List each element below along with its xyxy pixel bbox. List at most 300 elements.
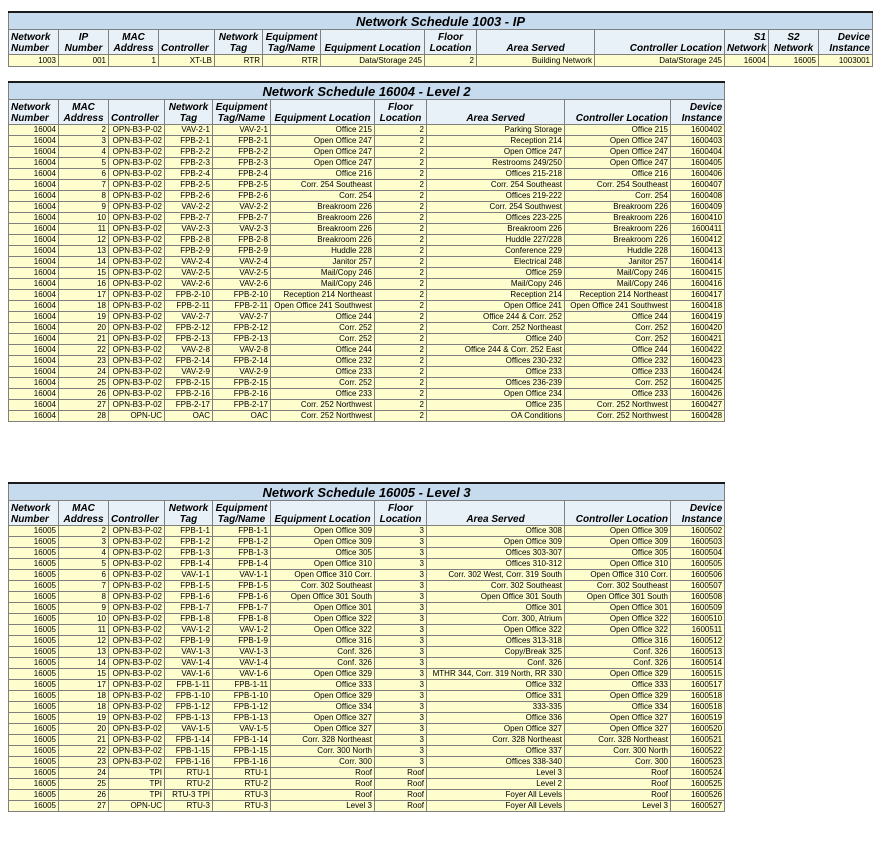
cell-floor-location: 2 xyxy=(375,400,427,411)
cell-floor-location: 3 xyxy=(375,713,427,724)
cell-equipment-tag-name: FPB-1-6 xyxy=(213,592,271,603)
cell-controller: OPN-B3-P-02 xyxy=(109,581,165,592)
cell-network-tag: VAV-1-5 xyxy=(165,724,213,735)
table-row xyxy=(9,559,725,570)
cell-controller-location: Open Office 310 Corr. xyxy=(565,570,671,581)
cell-equipment-location: Reception 214 Northeast xyxy=(271,290,375,301)
column-header-network-number: Network Number xyxy=(9,501,59,526)
cell-device-instance: 1600524 xyxy=(671,768,725,779)
cell-device-instance: 1600426 xyxy=(671,389,725,400)
cell-mac-address: 10 xyxy=(59,213,109,224)
cell-equipment-tag-name: FPB-2-16 xyxy=(213,389,271,400)
table-row xyxy=(9,301,725,312)
cell-floor-location: 3 xyxy=(375,658,427,669)
cell-equipment-tag-name: FPB-1-16 xyxy=(213,757,271,768)
table-row xyxy=(9,735,725,746)
cell-equipment-location: Open Office 327 xyxy=(271,713,375,724)
table-row xyxy=(9,746,725,757)
cell-network-number: 16004 xyxy=(9,202,59,213)
cell-device-instance: 1600504 xyxy=(671,548,725,559)
cell-network-tag: FPB-1-13 xyxy=(165,713,213,724)
cell-mac-address: 23 xyxy=(59,356,109,367)
cell-controller-location: Open Office 322 xyxy=(565,614,671,625)
cell-network-tag: VAV-2-1 xyxy=(165,125,213,136)
cell-equipment-tag-name: FPB-1-9 xyxy=(213,636,271,647)
cell-device-instance: 1600523 xyxy=(671,757,725,768)
cell-controller-location: Open Office 301 South xyxy=(565,592,671,603)
cell-network-tag: FPB-2-4 xyxy=(165,169,213,180)
cell-equipment-tag-name: VAV-2-2 xyxy=(213,202,271,213)
cell-device-instance: 1600415 xyxy=(671,268,725,279)
cell-controller-location: Open Office 327 xyxy=(565,713,671,724)
cell-controller-location: Corr. 254 Southeast xyxy=(565,180,671,191)
cell-network-number: 16004 xyxy=(9,213,59,224)
column-header-network-tag: Network Tag xyxy=(215,30,263,55)
cell-area-served: Corr. 252 Northeast xyxy=(427,323,565,334)
cell-mac-address: 1 xyxy=(109,55,159,67)
cell-mac-address: 14 xyxy=(59,257,109,268)
cell-controller: OPN-B3-P-02 xyxy=(109,669,165,680)
column-header-network-tag: Network Tag xyxy=(165,501,213,526)
table-row xyxy=(9,290,725,301)
cell-controller-location: Corr. 252 xyxy=(565,378,671,389)
table-row xyxy=(9,224,725,235)
cell-controller-location: Office 216 xyxy=(565,169,671,180)
cell-network-tag: RTR xyxy=(215,55,263,67)
cell-network-number: 16005 xyxy=(9,658,59,669)
cell-area-served: Office 240 xyxy=(427,334,565,345)
cell-device-instance: 1600421 xyxy=(671,334,725,345)
cell-equipment-tag-name: FPB-1-14 xyxy=(213,735,271,746)
cell-network-number: 16005 xyxy=(9,625,59,636)
cell-network-number: 16005 xyxy=(9,779,59,790)
cell-device-instance: 1600522 xyxy=(671,746,725,757)
cell-device-instance: 1600403 xyxy=(671,136,725,147)
cell-network-tag: VAV-1-3 xyxy=(165,647,213,658)
cell-floor-location: 3 xyxy=(375,636,427,647)
cell-equipment-location: Corr. 252 Northwest xyxy=(271,411,375,422)
cell-equipment-tag-name: OAC xyxy=(213,411,271,422)
cell-controller-location: Office 232 xyxy=(565,356,671,367)
table-row xyxy=(9,158,725,169)
cell-network-number: 16004 xyxy=(9,400,59,411)
cell-network-tag: FPB-1-15 xyxy=(165,746,213,757)
cell-device-instance: 1600513 xyxy=(671,647,725,658)
cell-area-served: Corr. 300, Atrium xyxy=(427,614,565,625)
cell-mac-address: 18 xyxy=(59,301,109,312)
table-row xyxy=(9,356,725,367)
cell-area-served: Offices 223-225 xyxy=(427,213,565,224)
cell-equipment-tag-name: VAV-1-2 xyxy=(213,625,271,636)
cell-network-tag: FPB-2-8 xyxy=(165,235,213,246)
cell-floor-location: 3 xyxy=(375,735,427,746)
cell-controller: TPI xyxy=(109,790,165,801)
cell-equipment-location: Open Office 247 xyxy=(271,136,375,147)
cell-network-tag: FPB-1-8 xyxy=(165,614,213,625)
column-header-mac-address: MAC Address xyxy=(59,100,109,125)
cell-network-tag: FPB-1-9 xyxy=(165,636,213,647)
schedule-body xyxy=(9,125,725,422)
table-row xyxy=(9,345,725,356)
table-row xyxy=(9,268,725,279)
cell-controller: OPN-B3-P-02 xyxy=(109,603,165,614)
cell-area-served: Office 244 & Corr. 252 East xyxy=(427,345,565,356)
cell-mac-address: 14 xyxy=(59,658,109,669)
table-row xyxy=(9,202,725,213)
table-row xyxy=(9,570,725,581)
cell-controller: OPN-B3-P-02 xyxy=(109,625,165,636)
cell-floor-location: Roof xyxy=(375,779,427,790)
cell-equipment-location: Corr. 254 Southeast xyxy=(271,180,375,191)
cell-network-number: 16004 xyxy=(9,224,59,235)
table-row xyxy=(9,702,725,713)
cell-controller-location: Corr. 300 North xyxy=(565,746,671,757)
cell-controller: OPN-B3-P-02 xyxy=(109,570,165,581)
cell-equipment-location: Huddle 228 xyxy=(271,246,375,257)
column-header-floor-location: Floor Location xyxy=(375,501,427,526)
cell-mac-address: 3 xyxy=(59,537,109,548)
cell-controller-location: Open Office 301 xyxy=(565,603,671,614)
cell-network-tag: FPB-2-5 xyxy=(165,180,213,191)
cell-equipment-location: Breakroom 226 xyxy=(271,224,375,235)
cell-device-instance: 1600424 xyxy=(671,367,725,378)
cell-device-instance: 1600425 xyxy=(671,378,725,389)
cell-device-instance: 1600525 xyxy=(671,779,725,790)
cell-network-tag: FPB-2-7 xyxy=(165,213,213,224)
cell-controller-location: Breakroom 226 xyxy=(565,224,671,235)
cell-equipment-tag-name: FPB-1-4 xyxy=(213,559,271,570)
cell-device-instance: 1600521 xyxy=(671,735,725,746)
cell-controller-location: Open Office 310 xyxy=(565,559,671,570)
cell-device-instance: 1600402 xyxy=(671,125,725,136)
cell-controller: OPN-B3-P-02 xyxy=(109,158,165,169)
cell-equipment-tag-name: FPB-2-1 xyxy=(213,136,271,147)
cell-mac-address: 26 xyxy=(59,790,109,801)
cell-device-instance: 1600514 xyxy=(671,658,725,669)
table-row xyxy=(9,614,725,625)
cell-controller-location: Mail/Copy 246 xyxy=(565,279,671,290)
cell-area-served: Open Office 241 xyxy=(427,301,565,312)
cell-controller-location: Corr. 252 xyxy=(565,334,671,345)
cell-controller: OPN-B3-P-02 xyxy=(109,147,165,158)
column-header-area-served: Area Served xyxy=(427,501,565,526)
cell-equipment-tag-name: RTU-3 xyxy=(213,801,271,812)
cell-floor-location: 3 xyxy=(375,526,427,537)
cell-network-number: 16005 xyxy=(9,581,59,592)
cell-equipment-location: Corr. 328 Northeast xyxy=(271,735,375,746)
cell-equipment-tag-name: FPB-1-11 xyxy=(213,680,271,691)
cell-area-served: Conference 229 xyxy=(427,246,565,257)
cell-controller: OPN-B3-P-02 xyxy=(109,735,165,746)
cell-network-number: 16004 xyxy=(9,136,59,147)
cell-controller: OPN-B3-P-02 xyxy=(109,559,165,570)
column-header-area-served: Area Served xyxy=(427,100,565,125)
cell-network-tag: VAV-2-6 xyxy=(165,279,213,290)
table-row xyxy=(9,55,873,67)
cell-area-served: Office 233 xyxy=(427,367,565,378)
cell-area-served: Open Office 309 xyxy=(427,537,565,548)
cell-equipment-location: Janitor 257 xyxy=(271,257,375,268)
cell-area-served: Reception 214 xyxy=(427,136,565,147)
cell-controller-location: Office 333 xyxy=(565,680,671,691)
cell-network-number: 16005 xyxy=(9,647,59,658)
cell-device-instance: 1600413 xyxy=(671,246,725,257)
cell-area-served: Office 337 xyxy=(427,746,565,757)
table-row xyxy=(9,724,725,735)
cell-area-served: OA Conditions xyxy=(427,411,565,422)
cell-equipment-tag-name: FPB-2-13 xyxy=(213,334,271,345)
cell-network-tag: FPB-1-11 xyxy=(165,680,213,691)
cell-device-instance: 1600406 xyxy=(671,169,725,180)
cell-controller: OPN-B3-P-02 xyxy=(109,702,165,713)
cell-floor-location: 2 xyxy=(375,345,427,356)
cell-floor-location: 2 xyxy=(375,378,427,389)
cell-controller: OPN-B3-P-02 xyxy=(109,713,165,724)
table-row xyxy=(9,647,725,658)
cell-mac-address: 24 xyxy=(59,367,109,378)
cell-mac-address: 24 xyxy=(59,768,109,779)
cell-equipment-tag-name: FPB-2-10 xyxy=(213,290,271,301)
cell-network-number: 16005 xyxy=(9,669,59,680)
cell-network-number: 16005 xyxy=(9,603,59,614)
cell-floor-location: 3 xyxy=(375,614,427,625)
column-header-controller-location: Controller Location xyxy=(595,30,725,55)
table-row xyxy=(9,180,725,191)
cell-device-instance: 1600512 xyxy=(671,636,725,647)
cell-mac-address: 8 xyxy=(59,592,109,603)
cell-network-number: 16005 xyxy=(9,614,59,625)
schedule-title: Network Schedule 16005 - Level 3 xyxy=(9,483,725,501)
cell-network-number: 16004 xyxy=(9,323,59,334)
cell-network-tag: FPB-2-15 xyxy=(165,378,213,389)
cell-controller-location: Conf. 326 xyxy=(565,647,671,658)
cell-area-served: Parking Storage xyxy=(427,125,565,136)
column-header-s1-network: S1 Network xyxy=(725,30,769,55)
table-row xyxy=(9,680,725,691)
cell-equipment-location: Breakroom 226 xyxy=(271,235,375,246)
table-row xyxy=(9,768,725,779)
cell-equipment-tag-name: VAV-2-4 xyxy=(213,257,271,268)
cell-network-number: 16004 xyxy=(9,290,59,301)
cell-network-tag: VAV-2-4 xyxy=(165,257,213,268)
cell-network-tag: FPB-2-3 xyxy=(165,158,213,169)
cell-floor-location: 2 xyxy=(375,334,427,345)
table-row xyxy=(9,136,725,147)
cell-area-served: Open Office 322 xyxy=(427,625,565,636)
cell-controller: OPN-B3-P-02 xyxy=(109,301,165,312)
cell-mac-address: 17 xyxy=(59,680,109,691)
cell-equipment-location: Roof xyxy=(271,779,375,790)
column-header-area-served: Area Served xyxy=(477,30,595,55)
cell-controller: XT-LB xyxy=(159,55,215,67)
cell-controller: OPN-B3-P-02 xyxy=(109,614,165,625)
cell-mac-address: 8 xyxy=(59,191,109,202)
cell-controller: OPN-B3-P-02 xyxy=(109,246,165,257)
cell-equipment-tag-name: FPB-2-6 xyxy=(213,191,271,202)
cell-equipment-tag-name: VAV-2-8 xyxy=(213,345,271,356)
column-header-equipment-location: Equipment Location xyxy=(321,30,425,55)
cell-controller: OPN-B3-P-02 xyxy=(109,169,165,180)
cell-controller: OPN-B3-P-02 xyxy=(109,757,165,768)
cell-area-served: Office 244 & Corr. 252 xyxy=(427,312,565,323)
cell-network-number: 16004 xyxy=(9,246,59,257)
cell-device-instance: 1600527 xyxy=(671,801,725,812)
cell-controller-location: Open Office 247 xyxy=(565,136,671,147)
cell-equipment-location: Office 316 xyxy=(271,636,375,647)
cell-device-instance: 1600518 xyxy=(671,691,725,702)
network-schedule-16005-table xyxy=(8,482,725,812)
table-row xyxy=(9,246,725,257)
cell-device-instance: 1600405 xyxy=(671,158,725,169)
cell-controller-location: Roof xyxy=(565,768,671,779)
cell-mac-address: 26 xyxy=(59,389,109,400)
table-row xyxy=(9,691,725,702)
cell-controller: OPN-UC xyxy=(109,411,165,422)
cell-equipment-tag-name: RTU-2 xyxy=(213,779,271,790)
cell-equipment-tag-name: FPB-2-8 xyxy=(213,235,271,246)
cell-controller-location: Open Office 247 xyxy=(565,147,671,158)
cell-area-served: Electrical 248 xyxy=(427,257,565,268)
cell-equipment-location: Corr. 252 xyxy=(271,323,375,334)
cell-controller-location: Janitor 257 xyxy=(565,257,671,268)
cell-controller: OPN-B3-P-02 xyxy=(109,548,165,559)
table-row xyxy=(9,389,725,400)
cell-floor-location: 3 xyxy=(375,669,427,680)
cell-mac-address: 2 xyxy=(59,526,109,537)
cell-equipment-tag-name: FPB-1-8 xyxy=(213,614,271,625)
cell-network-number: 16004 xyxy=(9,389,59,400)
cell-floor-location: 2 xyxy=(375,389,427,400)
cell-area-served: Corr. 302 West, Corr. 319 South xyxy=(427,570,565,581)
cell-controller: OPN-B3-P-02 xyxy=(109,224,165,235)
cell-mac-address: 19 xyxy=(59,312,109,323)
cell-floor-location: 3 xyxy=(375,592,427,603)
cell-network-tag: VAV-2-2 xyxy=(165,202,213,213)
cell-device-instance: 1600409 xyxy=(671,202,725,213)
schedule-body xyxy=(9,55,873,67)
cell-mac-address: 12 xyxy=(59,636,109,647)
cell-mac-address: 25 xyxy=(59,378,109,389)
cell-device-instance: 1600518 xyxy=(671,702,725,713)
cell-network-tag: FPB-1-1 xyxy=(165,526,213,537)
cell-mac-address: 6 xyxy=(59,570,109,581)
cell-controller-location: Open Office 241 Southwest xyxy=(565,301,671,312)
cell-network-tag: VAV-2-9 xyxy=(165,367,213,378)
cell-equipment-tag-name: FPB-2-11 xyxy=(213,301,271,312)
cell-equipment-location: Corr. 254 xyxy=(271,191,375,202)
cell-area-served: 333-335 xyxy=(427,702,565,713)
cell-equipment-location: Office 334 xyxy=(271,702,375,713)
cell-floor-location: 3 xyxy=(375,724,427,735)
cell-network-number: 1003 xyxy=(9,55,59,67)
cell-device-instance: 1600517 xyxy=(671,680,725,691)
cell-floor-location: 3 xyxy=(375,581,427,592)
table-row xyxy=(9,334,725,345)
cell-floor-location: 3 xyxy=(375,603,427,614)
cell-controller: OPN-B3-P-02 xyxy=(109,356,165,367)
cell-equipment-location: Conf. 326 xyxy=(271,658,375,669)
cell-device-instance: 1600410 xyxy=(671,213,725,224)
cell-equipment-location: Open Office 329 xyxy=(271,691,375,702)
cell-equipment-tag-name: FPB-2-17 xyxy=(213,400,271,411)
column-header-controller: Controller xyxy=(109,100,165,125)
table-row xyxy=(9,191,725,202)
cell-mac-address: 15 xyxy=(59,268,109,279)
cell-network-number: 16004 xyxy=(9,378,59,389)
cell-area-served: Level 2 xyxy=(427,779,565,790)
cell-mac-address: 7 xyxy=(59,581,109,592)
cell-area-served: Level 3 xyxy=(427,768,565,779)
cell-device-instance: 1600526 xyxy=(671,790,725,801)
cell-mac-address: 16 xyxy=(59,279,109,290)
column-header-equipment-location: Equipment Location xyxy=(271,100,375,125)
table-row xyxy=(9,213,725,224)
cell-equipment-tag-name: VAV-1-1 xyxy=(213,570,271,581)
cell-controller-location: Corr. 252 Northwest xyxy=(565,411,671,422)
cell-device-instance: 1600505 xyxy=(671,559,725,570)
cell-area-served: Offices 303-307 xyxy=(427,548,565,559)
column-header-network-number: Network Number xyxy=(9,100,59,125)
cell-mac-address: 15 xyxy=(59,669,109,680)
cell-controller-location: Huddle 228 xyxy=(565,246,671,257)
cell-equipment-location: Open Office 329 xyxy=(271,669,375,680)
cell-network-tag: VAV-2-8 xyxy=(165,345,213,356)
cell-floor-location: 2 xyxy=(375,411,427,422)
cell-equipment-location: Conf. 326 xyxy=(271,647,375,658)
cell-equipment-location: Open Office 322 xyxy=(271,625,375,636)
cell-controller: OPN-B3-P-02 xyxy=(109,691,165,702)
cell-device-instance: 1600519 xyxy=(671,713,725,724)
cell-area-served: Offices 338-340 xyxy=(427,757,565,768)
table-row xyxy=(9,603,725,614)
cell-equipment-location: Open Office 327 xyxy=(271,724,375,735)
cell-equipment-location: Corr. 302 Southeast xyxy=(271,581,375,592)
cell-equipment-tag-name: FPB-1-5 xyxy=(213,581,271,592)
cell-controller: OPN-B3-P-02 xyxy=(109,323,165,334)
cell-device-instance: 1600503 xyxy=(671,537,725,548)
cell-mac-address: 10 xyxy=(59,614,109,625)
cell-controller-location: Roof xyxy=(565,779,671,790)
cell-network-number: 16004 xyxy=(9,180,59,191)
cell-controller-location: Mail/Copy 246 xyxy=(565,268,671,279)
cell-network-tag: OAC xyxy=(165,411,213,422)
cell-network-number: 16005 xyxy=(9,570,59,581)
cell-floor-location: 2 xyxy=(375,224,427,235)
cell-device-instance: 1600408 xyxy=(671,191,725,202)
cell-area-served: Office 331 xyxy=(427,691,565,702)
cell-device-instance: 1600510 xyxy=(671,614,725,625)
cell-equipment-location: Mail/Copy 246 xyxy=(271,279,375,290)
column-header-floor-location: Floor Location xyxy=(375,100,427,125)
cell-floor-location: 3 xyxy=(375,625,427,636)
cell-network-number: 16005 xyxy=(9,724,59,735)
cell-equipment-tag-name: FPB-1-1 xyxy=(213,526,271,537)
cell-area-served: Corr. 328 Northeast xyxy=(427,735,565,746)
cell-area-served: Breakroom 226 xyxy=(427,224,565,235)
cell-controller-location: Office 215 xyxy=(565,125,671,136)
schedule-body xyxy=(9,526,725,812)
cell-floor-location: 2 xyxy=(425,55,477,67)
column-header-device-instance: Device Instance xyxy=(819,30,873,55)
cell-network-tag: FPB-2-17 xyxy=(165,400,213,411)
cell-network-number: 16005 xyxy=(9,768,59,779)
cell-mac-address: 3 xyxy=(59,136,109,147)
table-row xyxy=(9,790,725,801)
cell-network-number: 16004 xyxy=(9,411,59,422)
cell-floor-location: 2 xyxy=(375,290,427,301)
cell-equipment-location: Open Office 309 xyxy=(271,537,375,548)
cell-network-number: 16004 xyxy=(9,334,59,345)
